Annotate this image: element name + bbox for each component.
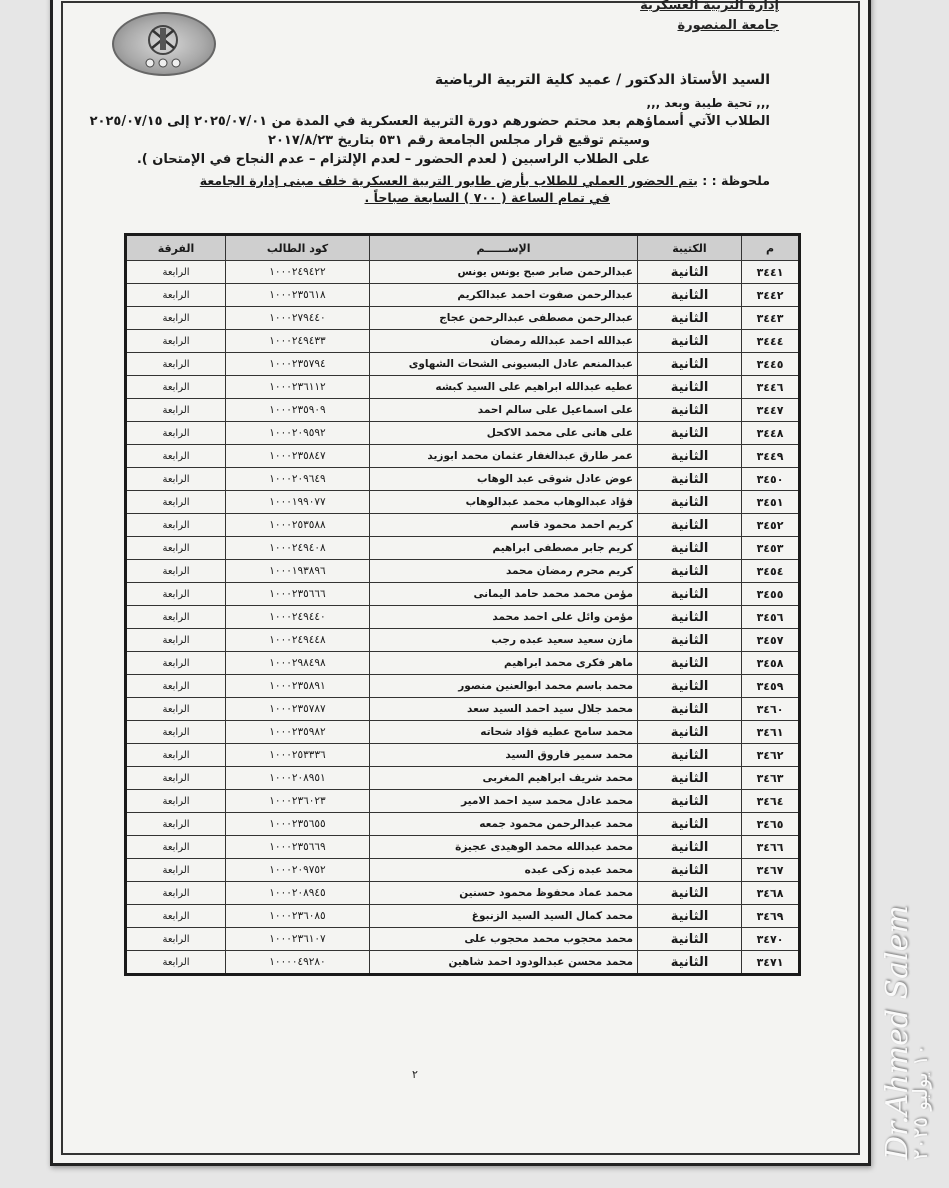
university-name: جامعة المنصورة [677,18,779,33]
row-number: ٣٤٥٢ [742,514,800,537]
row-student-name: محمد محجوب محمد محجوب على [370,928,638,951]
row-battalion: الثانية [638,399,742,422]
row-student-code: ١٠٠٠٢٤٩٤٤٠ [226,606,370,629]
row-student-name: محمد عماد محفوظ محمود حسنين [370,882,638,905]
row-student-code: ١٠٠٠٢٣٥٩٨٢ [226,721,370,744]
department-name: إدارة التربية العسكرية [640,0,779,13]
row-number: ٣٤٥٧ [742,629,800,652]
row-battalion: الثانية [638,721,742,744]
row-student-code: ١٠٠٠١٩٩٠٧٧ [226,491,370,514]
table-row [126,836,800,859]
table-row [126,261,800,284]
table-row [126,744,800,767]
row-student-name: محمد شريف ابراهيم المغربى [370,767,638,790]
table-row [126,859,800,882]
row-student-code: ١٠٠٠٢٠٨٩٥١ [226,767,370,790]
table-row [126,675,800,698]
row-student-name: محمد سامح عطيه فؤاد شحاته [370,721,638,744]
row-number: ٣٤٤٤ [742,330,800,353]
row-student-code: ١٠٠٠٢٠٩٦٤٩ [226,468,370,491]
row-number: ٣٤٦١ [742,721,800,744]
department-header [579,0,779,36]
table-body [126,261,800,975]
table-row [126,882,800,905]
table-row [126,698,800,721]
row-battalion: الثانية [638,284,742,307]
table-row [126,468,800,491]
row-number: ٣٤٤٢ [742,284,800,307]
row-student-code: ١٠٠٠٢٤٩٤٠٨ [226,537,370,560]
table-row [126,928,800,951]
row-student-code: ١٠٠٠٢٣٦١١٢ [226,376,370,399]
row-student-name: عبدالله احمد عبدالله رمضان [370,330,638,353]
table-row [126,330,800,353]
row-student-name: كريم احمد محمود قاسم [370,514,638,537]
row-battalion: الثانية [638,537,742,560]
page-number: ٢ [412,1068,418,1081]
row-student-name: عبدالرحمن مصطفى عبدالرحمن عجاج [370,307,638,330]
row-battalion: الثانية [638,905,742,928]
row-year: الرابعة [126,376,226,399]
row-student-code: ١٠٠٠٢٠٩٧٥٢ [226,859,370,882]
row-student-name: محمد جلال سيد احمد السيد سعد [370,698,638,721]
row-number: ٣٤٤٣ [742,307,800,330]
row-student-code: ١٠٠٠٢٣٦٠٨٥ [226,905,370,928]
row-student-name: مؤمن محمد محمد حامد اليمانى [370,583,638,606]
row-year: الرابعة [126,629,226,652]
row-number: ٣٤٤٩ [742,445,800,468]
row-number: ٣٤٦٣ [742,767,800,790]
row-year: الرابعة [126,675,226,698]
header-year: الفرقة [126,235,226,261]
row-student-name: مؤمن وائل على احمد محمد [370,606,638,629]
row-student-code: ١٠٠٠٢٣٥٦٦٦ [226,583,370,606]
row-student-name: على هانى على محمد الاكحل [370,422,638,445]
row-student-code: ١٠٠٠٢٠٨٩٤٥ [226,882,370,905]
row-number: ٣٤٦٥ [742,813,800,836]
row-student-name: فؤاد عبدالوهاب محمد عبدالوهاب [370,491,638,514]
header-num: م [742,235,800,261]
row-student-name: عوض عادل شوقى عبد الوهاب [370,468,638,491]
row-student-code: ١٠٠٠٠٤٩٢٨٠ [226,951,370,975]
row-year: الرابعة [126,698,226,721]
row-number: ٣٤٦٩ [742,905,800,928]
row-battalion: الثانية [638,445,742,468]
row-battalion: الثانية [638,859,742,882]
row-number: ٣٤٦٢ [742,744,800,767]
watermark-name: Dr.Ahmed Salem [880,905,915,1160]
row-student-code: ١٠٠٠٢٣٦٠٢٣ [226,790,370,813]
row-year: الرابعة [126,652,226,675]
greeting: ,,, تحية طيبة وبعد ,,, [646,96,770,110]
row-battalion: الثانية [638,376,742,399]
watermark-date: ١٠ يوليو ٢٠٢٥ [908,1044,932,1160]
row-student-code: ١٠٠٠٢٣٥٦١٨ [226,284,370,307]
table-row [126,514,800,537]
row-number: ٣٤٤٧ [742,399,800,422]
header-battalion: الكتيبة [638,235,742,261]
table-row [126,652,800,675]
row-student-code: ١٠٠٠٢٣٥٨٤٧ [226,445,370,468]
table-row [126,560,800,583]
row-battalion: الثانية [638,330,742,353]
row-year: الرابعة [126,583,226,606]
row-battalion: الثانية [638,606,742,629]
table-row [126,537,800,560]
row-student-name: عمر طارق عبدالغفار عثمان محمد ابوزيد [370,445,638,468]
row-number: ٣٤٧٠ [742,928,800,951]
header-code: كود الطالب [226,235,370,261]
row-number: ٣٤٦٤ [742,790,800,813]
row-number: ٣٤٤١ [742,261,800,284]
row-year: الرابعة [126,859,226,882]
row-battalion: الثانية [638,928,742,951]
row-year: الرابعة [126,261,226,284]
row-year: الرابعة [126,284,226,307]
row-student-code: ١٠٠٠٢٤٩٤٣٣ [226,330,370,353]
row-student-code: ١٠٠٠٢٣٥٦٥٥ [226,813,370,836]
table-row [126,951,800,975]
row-number: ٣٤٦٦ [742,836,800,859]
row-year: الرابعة [126,836,226,859]
row-number: ٣٤٥١ [742,491,800,514]
row-year: الرابعة [126,399,226,422]
row-student-name: محمد باسم محمد ابوالعنين منصور [370,675,638,698]
row-year: الرابعة [126,491,226,514]
row-battalion: الثانية [638,560,742,583]
row-battalion: الثانية [638,675,742,698]
table-header-row [126,235,800,261]
row-battalion: الثانية [638,307,742,330]
row-battalion: الثانية [638,491,742,514]
row-student-code: ١٠٠٠٢٩٨٤٩٨ [226,652,370,675]
row-year: الرابعة [126,330,226,353]
row-number: ٣٤٥٦ [742,606,800,629]
row-student-name: عبدالرحمن صابر صبح يونس يونس [370,261,638,284]
row-year: الرابعة [126,744,226,767]
row-battalion: الثانية [638,744,742,767]
intro-line-3: على الطلاب الراسبين ( لعدم الحضور – لعدم الإلتزام – عدم النجاح في الإمتحان ). [136,152,650,167]
row-year: الرابعة [126,951,226,975]
row-number: ٣٤٥٣ [742,537,800,560]
row-year: الرابعة [126,514,226,537]
table-row [126,307,800,330]
row-student-name: كريم جابر مصطفى ابراهيم [370,537,638,560]
row-number: ٣٤٥٥ [742,583,800,606]
row-year: الرابعة [126,928,226,951]
row-year: الرابعة [126,882,226,905]
row-student-name: محمد عادل محمد سيد احمد الامير [370,790,638,813]
table-row [126,353,800,376]
row-year: الرابعة [126,445,226,468]
student-roster-table [124,233,801,976]
table-row [126,721,800,744]
row-battalion: الثانية [638,468,742,491]
row-student-name: كريم محرم رمضان محمد [370,560,638,583]
row-year: الرابعة [126,560,226,583]
row-year: الرابعة [126,468,226,491]
row-battalion: الثانية [638,813,742,836]
row-battalion: الثانية [638,790,742,813]
table-row [126,376,800,399]
row-student-code: ١٠٠٠١٩٣٨٩٦ [226,560,370,583]
row-year: الرابعة [126,537,226,560]
row-student-name: محمد سمير فاروق السيد [370,744,638,767]
table-row [126,629,800,652]
row-number: ٣٤٤٦ [742,376,800,399]
table-row [126,790,800,813]
row-student-code: ١٠٠٠٢٣٥٧٩٤ [226,353,370,376]
row-number: ٣٤٦٠ [742,698,800,721]
note-label: ملحوظة : : [702,173,770,188]
table-row [126,422,800,445]
attendance-note [130,172,770,206]
row-year: الرابعة [126,353,226,376]
table-row [126,767,800,790]
table-row [126,491,800,514]
row-battalion: الثانية [638,882,742,905]
salutation: السيد الأستاذ الدكتور / عميد كلية التربية الرياضية [434,72,770,88]
row-battalion: الثانية [638,261,742,284]
row-student-code: ١٠٠٠٢٣٥٦٦٩ [226,836,370,859]
row-year: الرابعة [126,767,226,790]
row-student-name: مازن سعيد سعيد عبده رجب [370,629,638,652]
row-student-name: محمد محسن عبدالودود احمد شاهين [370,951,638,975]
row-number: ٣٤٥٨ [742,652,800,675]
row-battalion: الثانية [638,629,742,652]
row-year: الرابعة [126,721,226,744]
row-battalion: الثانية [638,422,742,445]
row-student-code: ١٠٠٠٢٤٩٤٢٢ [226,261,370,284]
row-student-name: محمد كمال السيد السيد الزنبوغ [370,905,638,928]
row-number: ٣٤٤٨ [742,422,800,445]
table-row [126,583,800,606]
table-row [126,399,800,422]
row-student-name: عطيه عبدالله ابراهيم على السيد كبشه [370,376,638,399]
row-number: ٣٤٦٧ [742,859,800,882]
row-student-name: ماهر فكرى محمد ابراهيم [370,652,638,675]
row-year: الرابعة [126,790,226,813]
row-student-code: ١٠٠٠٢٠٩٥٩٢ [226,422,370,445]
table-row [126,445,800,468]
row-number: ٣٤٧١ [742,951,800,975]
row-student-code: ١٠٠٠٢٣٥٨٩١ [226,675,370,698]
intro-line-1: الطلاب الآتي أسماؤهم بعد محتم حضورهم دورة التربية العسكرية في المدة من ٢٠٢٥/٠٧/٠١ إلى ٢٠٢٥/٠٧/١٥ [89,114,770,129]
row-number: ٣٤٦٨ [742,882,800,905]
note-line-2: في تمام الساعة ( ٧٠٠ ) السابعة صباحاً . [364,190,610,205]
row-battalion: الثانية [638,836,742,859]
row-year: الرابعة [126,422,226,445]
row-student-name: على اسماعيل على سالم احمد [370,399,638,422]
row-year: الرابعة [126,606,226,629]
table-row [126,813,800,836]
row-number: ٣٤٤٥ [742,353,800,376]
row-battalion: الثانية [638,767,742,790]
table-row [126,606,800,629]
table-row [126,905,800,928]
row-student-code: ١٠٠٠٢٣٥٩٠٩ [226,399,370,422]
row-number: ٣٤٥٤ [742,560,800,583]
row-year: الرابعة [126,813,226,836]
row-student-code: ١٠٠٠٢٣٥٧٨٧ [226,698,370,721]
row-student-code: ١٠٠٠٢٧٩٤٤٠ [226,307,370,330]
note-line-1: يتم الحضور العملي للطلاب بأرض طابور التربية العسكرية خلف مبنى إدارة الجامعة [199,173,698,188]
row-battalion: الثانية [638,951,742,975]
row-student-name: عبدالرحمن صفوت احمد عبدالكريم [370,284,638,307]
row-student-code: ١٠٠٠٢٥٣٥٨٨ [226,514,370,537]
row-student-name: محمد عبدالرحمن محمود جمعه [370,813,638,836]
row-student-name: عبدالمنعم عادل البسيونى الشحات الشهاوى [370,353,638,376]
header-name: الإســــــم [370,235,638,261]
table-row [126,284,800,307]
row-year: الرابعة [126,307,226,330]
row-battalion: الثانية [638,583,742,606]
row-student-code: ١٠٠٠٢٣٦١٠٧ [226,928,370,951]
emblem-icon [138,18,188,70]
row-student-code: ١٠٠٠٢٤٩٤٤٨ [226,629,370,652]
university-logo [112,12,216,76]
row-battalion: الثانية [638,698,742,721]
row-number: ٣٤٥٩ [742,675,800,698]
intro-line-2: وسيتم توقيع قرار مجلس الجامعة رقم ٥٣١ بتاريخ ٢٠١٧/٨/٢٣ [268,133,650,148]
row-student-code: ١٠٠٠٢٥٣٣٣٦ [226,744,370,767]
row-student-name: محمد عبدالله محمد الوهيدى عجيزة [370,836,638,859]
row-battalion: الثانية [638,652,742,675]
row-student-name: محمد عبده زكى عبده [370,859,638,882]
row-number: ٣٤٥٠ [742,468,800,491]
intro-paragraph [89,112,770,169]
row-battalion: الثانية [638,514,742,537]
row-battalion: الثانية [638,353,742,376]
row-year: الرابعة [126,905,226,928]
